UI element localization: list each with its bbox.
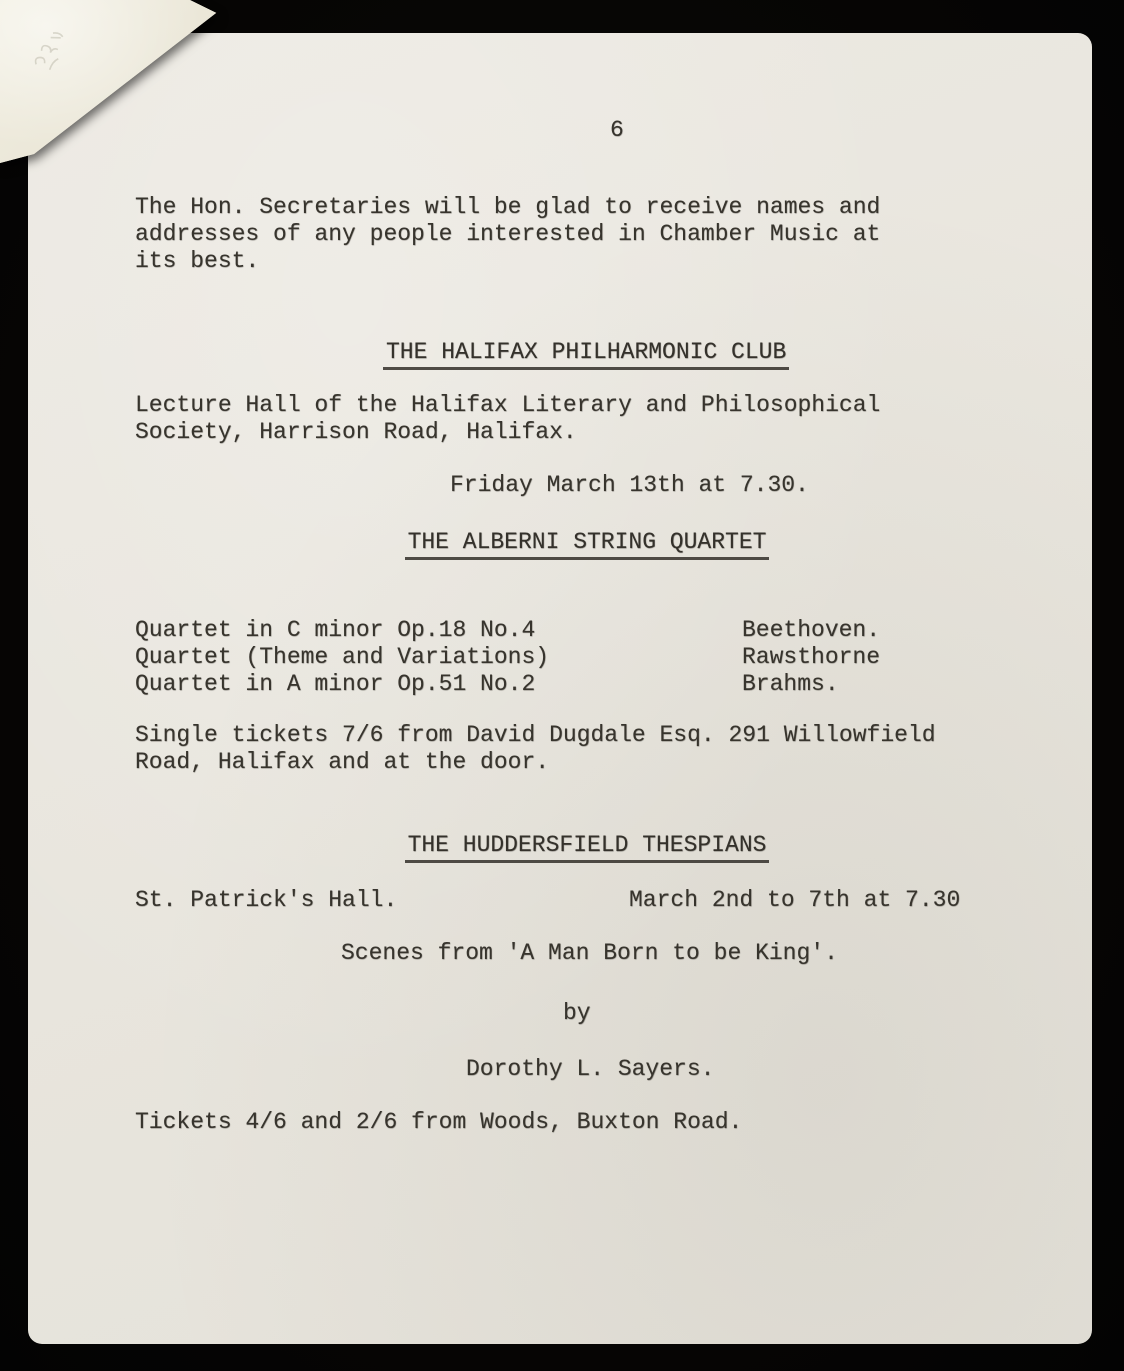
text-line: The Hon. Secretaries will be glad to receive names and xyxy=(135,194,881,220)
overlapping-sheet-corner xyxy=(0,0,240,180)
venue-line: Society, Harrison Road, Halifax. xyxy=(135,419,577,445)
by-label: by xyxy=(563,1000,591,1026)
programme-row xyxy=(135,644,1035,671)
text-line: its best. xyxy=(135,248,260,274)
performance-dates: March 2nd to 7th at 7.30 xyxy=(629,887,961,913)
venue-name: St. Patrick's Hall. xyxy=(135,887,398,913)
programme-row xyxy=(135,671,1035,698)
venue-date-row xyxy=(135,887,1035,914)
work-title: Quartet in C minor Op.18 No.4 xyxy=(135,617,536,643)
pencil-marks xyxy=(6,2,116,102)
overlapping-sheet xyxy=(0,0,230,170)
composer-name: Brahms. xyxy=(742,671,839,697)
venue-line: Lecture Hall of the Halifax Literary and Philosophical xyxy=(135,392,881,418)
document-page xyxy=(28,33,1092,1344)
tickets-line: Road, Halifax and at the door. xyxy=(135,749,550,775)
performer-heading-wrap xyxy=(387,529,787,560)
performer-heading: THE ALBERNI STRING QUARTET xyxy=(405,529,770,560)
concert-date: Friday March 13th at 7.30. xyxy=(450,472,809,498)
production-title: Scenes from 'A Man Born to be King'. xyxy=(341,940,838,966)
programme-row xyxy=(135,617,1035,644)
work-title: Quartet in A minor Op.51 No.2 xyxy=(135,671,536,697)
composer-name: Rawsthorne xyxy=(742,644,881,670)
text-line: addresses of any people interested in Chamber Music at xyxy=(135,221,881,247)
work-title: Quartet (Theme and Variations) xyxy=(135,644,550,670)
tickets-line: Single tickets 7/6 from David Dugdale Esq. 291 Willowfield xyxy=(135,722,936,748)
section-heading-wrap xyxy=(387,832,787,863)
section-heading: THE HALIFAX PHILHARMONIC CLUB xyxy=(383,339,789,370)
composer-name: Beethoven. xyxy=(742,617,881,643)
tickets-line: Tickets 4/6 and 2/6 from Woods, Buxton Road. xyxy=(135,1109,743,1135)
section-heading: THE HUDDERSFIELD THESPIANS xyxy=(405,832,770,863)
section-heading-wrap xyxy=(383,339,787,370)
author-name: Dorothy L. Sayers. xyxy=(466,1056,715,1082)
page-number: 6 xyxy=(610,117,624,143)
